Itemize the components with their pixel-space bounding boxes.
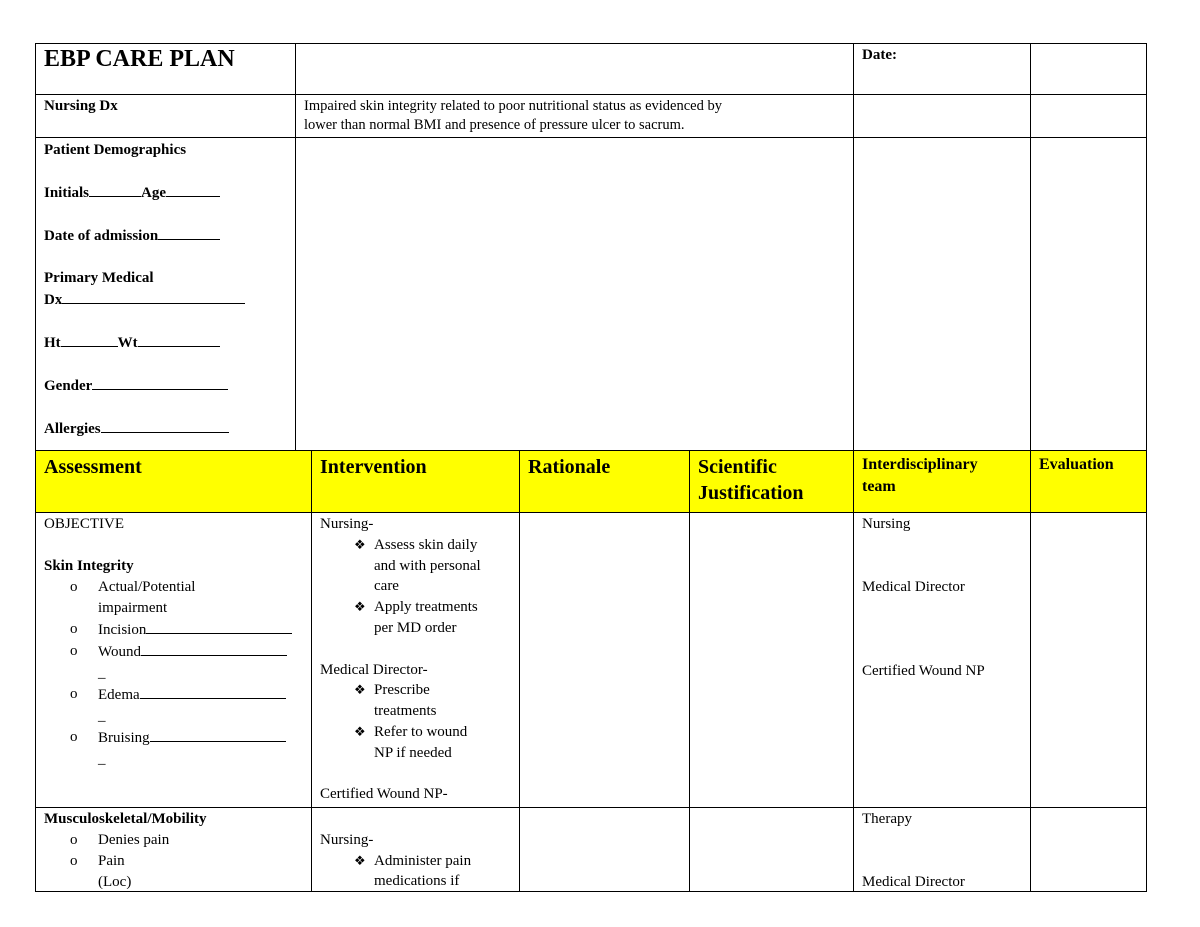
row1-evaluation <box>1031 513 1146 808</box>
bruising-trail: _ <box>98 751 106 767</box>
nursing-interventions <box>320 851 511 891</box>
age-label: Age <box>141 185 167 201</box>
team-medical-director: Medical Director <box>862 874 965 890</box>
row2-team <box>854 808 1031 891</box>
intervention-md-heading: Medical Director- <box>320 661 428 678</box>
intervention-nursing-heading: Nursing- <box>320 831 374 848</box>
intervention-np-heading: Certified Wound NP- <box>320 786 448 803</box>
gender-row <box>44 375 287 397</box>
initials-blank[interactable] <box>89 182 141 197</box>
ht-wt-row <box>44 332 287 354</box>
bruising-label: Bruising <box>98 730 150 746</box>
row2-scientific <box>690 808 854 891</box>
team-line: Interdisciplinary <box>862 456 978 473</box>
form-title: EBP CARE PLAN <box>36 44 296 95</box>
list-item <box>320 680 511 722</box>
loc-text: (Loc) <box>98 874 132 890</box>
col-header-intervention: Intervention <box>312 451 520 513</box>
list-item <box>44 830 303 851</box>
edema-label: Edema <box>98 687 140 703</box>
col-header-evaluation: Evaluation <box>1031 451 1146 513</box>
scientific-line: Justification <box>698 482 804 504</box>
row2-evaluation <box>1031 808 1146 891</box>
intervention-text: and with personal <box>374 557 481 574</box>
musculo-label: Musculoskeletal/Mobility <box>44 811 207 827</box>
admission-blank[interactable] <box>158 225 220 240</box>
intervention-text: Refer to wound <box>374 723 468 740</box>
intervention-text: NP if needed <box>374 744 452 761</box>
pain-text: Pain <box>98 853 125 869</box>
list-item <box>320 722 511 764</box>
nursing-dx-label: Nursing Dx <box>36 95 296 138</box>
admission-label: Date of admission <box>44 228 159 244</box>
incision-blank[interactable] <box>146 619 292 634</box>
wound-blank[interactable] <box>141 641 287 656</box>
team-nursing: Nursing <box>862 516 911 532</box>
skin-integrity-label: Skin Integrity <box>44 558 134 574</box>
nursing-dx-line: lower than normal BMI and presence of pressure ulcer to sacrum. <box>304 117 685 133</box>
team-medical-director: Medical Director <box>862 579 965 595</box>
ht-blank[interactable] <box>61 332 118 347</box>
impairment-text: impairment <box>98 600 168 616</box>
ht-label: Ht <box>44 335 61 351</box>
intervention-nursing-heading: Nursing- <box>320 516 374 532</box>
incision-label: Incision <box>98 622 147 638</box>
dx-blank-cell <box>854 95 1031 138</box>
dx-blank[interactable] <box>62 289 245 304</box>
primary-medical-label: Primary Medical <box>44 270 154 286</box>
row1-intervention <box>312 513 520 808</box>
care-plan-form <box>35 43 1147 892</box>
team-wound-np: Certified Wound NP <box>862 663 985 679</box>
col-header-rationale: Rationale <box>520 451 690 513</box>
md-interventions <box>320 680 511 763</box>
list-item <box>44 851 303 891</box>
date-label: Date: <box>854 44 1031 95</box>
allergies-blank[interactable] <box>101 418 229 433</box>
demographics-blank-cell <box>296 138 854 451</box>
nursing-dx-line: Impaired skin integrity related to poor nutritional status as evidenced by <box>304 98 722 114</box>
nursing-interventions <box>320 535 511 639</box>
wt-blank[interactable] <box>138 332 220 347</box>
admission-row <box>44 225 287 247</box>
gender-label: Gender <box>44 378 93 394</box>
demographics-blank-cell <box>854 138 1031 451</box>
edema-trail: _ <box>98 708 106 724</box>
list-item <box>44 684 303 727</box>
wt-label: Wt <box>117 335 138 351</box>
demographics-blank-cell <box>1031 138 1146 451</box>
scientific-line: Scientific <box>698 456 777 478</box>
list-item <box>320 851 511 891</box>
allergies-label: Allergies <box>44 421 101 437</box>
edema-blank[interactable] <box>140 684 286 699</box>
dx-label: Dx <box>44 292 63 308</box>
row1-rationale <box>520 513 690 808</box>
col-header-scientific <box>690 451 854 513</box>
list-item <box>320 597 511 639</box>
row2-assessment <box>36 808 312 891</box>
intervention-text: Assess skin daily <box>374 536 478 553</box>
wound-label: Wound <box>98 644 141 660</box>
intervention-text: Prescribe <box>374 682 430 699</box>
intervention-text: Apply treatments <box>374 599 478 616</box>
allergies-row <box>44 418 287 440</box>
skin-list <box>44 577 303 770</box>
list-item <box>44 619 303 641</box>
dx-blank-cell <box>1031 95 1146 138</box>
team-therapy: Therapy <box>862 811 912 827</box>
actual-potential-text: Actual/Potential <box>98 579 196 595</box>
nursing-dx-text <box>296 95 854 138</box>
row1-scientific <box>690 513 854 808</box>
row1-team <box>854 513 1031 808</box>
col-header-team <box>854 451 1031 513</box>
demographics-cell <box>36 138 296 451</box>
row2-intervention <box>312 808 520 891</box>
wound-trail: _ <box>98 665 106 681</box>
age-blank[interactable] <box>166 182 220 197</box>
intervention-text: care <box>374 578 399 595</box>
title-blank-cell <box>296 44 854 95</box>
row2-rationale <box>520 808 690 891</box>
musculo-list <box>44 830 303 891</box>
intervention-text: medications if <box>374 873 460 890</box>
intervention-text: treatments <box>374 703 437 720</box>
date-value-cell <box>1031 44 1146 95</box>
list-item <box>320 535 511 597</box>
demographics-heading: Patient Demographics <box>44 142 187 158</box>
initials-age-row <box>44 182 287 204</box>
team-line: team <box>862 478 896 495</box>
gender-blank[interactable] <box>92 375 228 390</box>
dx-row <box>44 289 287 311</box>
list-item <box>44 641 303 684</box>
bruising-blank[interactable] <box>150 727 286 742</box>
initials-label: Initials <box>44 185 90 201</box>
col-header-assessment: Assessment <box>36 451 312 513</box>
row1-assessment <box>36 513 312 808</box>
list-item <box>44 577 303 619</box>
denies-pain-text: Denies pain <box>98 832 170 848</box>
intervention-text: per MD order <box>374 619 457 636</box>
list-item <box>44 727 303 770</box>
intervention-text: Administer pain <box>374 852 472 869</box>
objective-label: OBJECTIVE <box>44 516 124 532</box>
